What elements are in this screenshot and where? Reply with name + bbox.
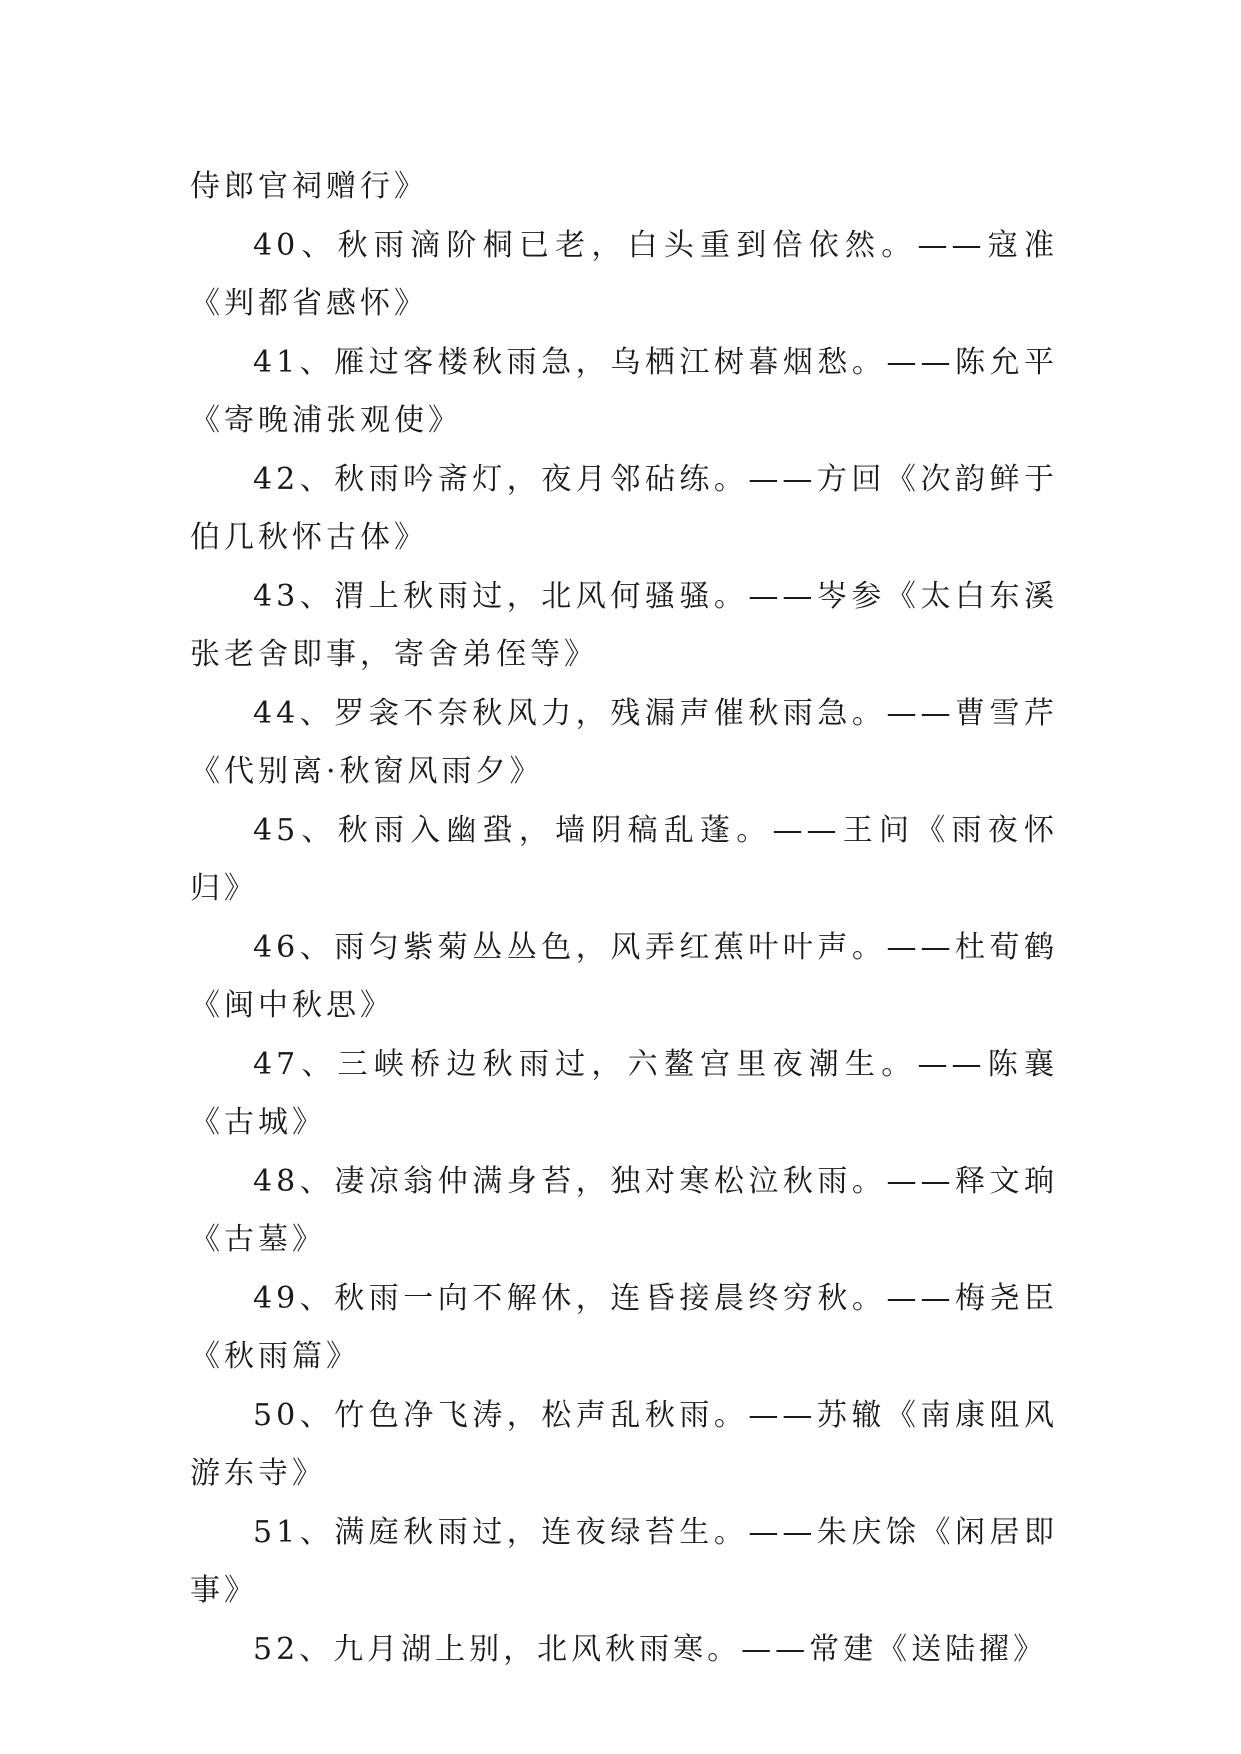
paragraph-continuation: 侍郎官祠赠行》 <box>190 169 428 204</box>
poem-line-43: 43、渭上秋雨过，北风何骚骚。——岑参《太白东溪张老舍即事，寄舍弟侄等》 <box>190 578 1058 672</box>
poem-line-46: 46、雨匀紫菊丛丛色，风弄红蕉叶叶声。——杜荀鹤《闽中秋思》 <box>190 929 1058 1023</box>
poem-line-44: 44、罗衾不奈秋风力，残漏声催秋雨急。——曹雪芹《代别离·秋窗风雨夕》 <box>190 695 1058 789</box>
document-body <box>190 158 1058 1679</box>
poem-line-52: 52、九月湖上别，北风秋雨寒。——常建《送陆擢》 <box>253 1631 1048 1667</box>
poem-line-51: 51、满庭秋雨过，连夜绿苔生。——朱庆馀《闲居即事》 <box>190 1514 1058 1608</box>
poem-line-42: 42、秋雨吟斋灯，夜月邻砧练。——方回《次韵鲜于伯几秋怀古体》 <box>190 461 1058 555</box>
poem-line-41: 41、雁过客楼秋雨急，乌栖江树暮烟愁。——陈允平《寄晚浦张观使》 <box>190 344 1058 438</box>
poem-line-45: 45、秋雨入幽蛩，墙阴稿乱蓬。——王问《雨夜怀归》 <box>190 812 1058 906</box>
poem-line-49: 49、秋雨一向不解休，连昏接晨终穷秋。——梅尧臣《秋雨篇》 <box>190 1280 1058 1374</box>
poem-line-48: 48、凄凉翁仲满身苔，独对寒松泣秋雨。——释文珦《古墓》 <box>190 1163 1058 1257</box>
poem-line-50: 50、竹色净飞涛，松声乱秋雨。——苏辙《南康阻风游东寺》 <box>190 1397 1058 1491</box>
poem-line-47: 47、三峡桥边秋雨过，六鳌宫里夜潮生。——陈襄《古城》 <box>190 1046 1058 1140</box>
poem-line-40: 40、秋雨滴阶桐已老，白头重到倍依然。——寇准《判都省感怀》 <box>190 227 1058 321</box>
